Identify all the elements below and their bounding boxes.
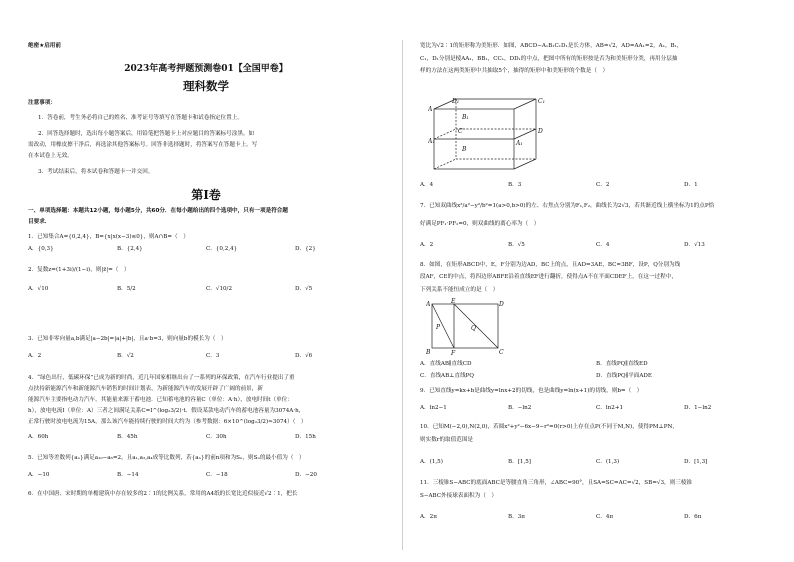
question-1-stem: 1．已知集合A={0,2,4}，B={x|x(x−3)≤0}，则A∩B=（ ） xyxy=(28,234,189,240)
section-intro: 目要求． xyxy=(28,219,51,225)
notice-item: 在本试卷上无效。 xyxy=(28,153,73,159)
question-10-stem-line: 则实数r的取值范围是 xyxy=(420,437,474,443)
option-b: B．−ln2 xyxy=(508,405,532,411)
question-10-stem-line: 10．已知M(−2,0),N(2,0)，若圆x²+y²−6x−9−r²=0(r>0)上存在点P(不同于M,N)，使得PM⊥PN， xyxy=(420,424,679,430)
section-intro: 一、单项选择题：本题共12小题，每小题5分，共60分．在每小题给出的四个选项中，只有一项是符合题 xyxy=(28,208,288,214)
label-B1: B₁ xyxy=(462,114,469,121)
cuboid-figure xyxy=(428,95,548,175)
question-6-stem-line: 样的方法在这两类矩形中共抽取5个，抽得的矩形中和美矩形的个数是（ ） xyxy=(420,68,609,74)
option-d: D．1−ln2 xyxy=(684,405,712,411)
question-6-stem-line: 6．在中国唐、宋时期的单檐建筑中存在较多的2∶1的比例关系，常用的A4纸的长宽比近似接近√2∶1，把长 xyxy=(28,491,298,497)
question-6-stem-line: C₁，D₁分别是棱AA₁，BB₁，CC₁，DD₁的中点，把图中所有的矩形按是否为和美矩形分类，再用分层抽 xyxy=(420,56,678,62)
option-c: C．直线AB⊥直线PQ xyxy=(420,373,475,379)
question-7-stem-line: 7．已知双曲线x²/a²−y²/b²=1(a>0,b>0)的左、右焦点分别为F₁,F₂，曲线长为2√3，若其渐近线上横坐标为1的点P恰 xyxy=(420,203,715,209)
option-c: C．{0,2,4} xyxy=(206,246,238,252)
option-a: A．直线AB∥直线CD xyxy=(420,361,472,367)
exam-subject: 理科数学 xyxy=(183,79,229,93)
label-C: C xyxy=(458,128,463,135)
option-d: D．直线PQ∥平面ADE xyxy=(596,373,652,379)
question-5-stem: 5．已知等差数列{aₙ}满足a₁₀−a₆=2，且a₁,a₃,a₄成等比数列，若{aₙ}的前n项和为Sₙ，则Sₙ的最小值为（ ） xyxy=(28,455,305,461)
option-c: C．30h xyxy=(206,434,227,440)
option-b: B．−14 xyxy=(117,472,139,478)
label-A1: A₁ xyxy=(428,138,435,145)
cuboid-edge xyxy=(514,99,536,109)
question-4-stem-line: 点扶持新能源汽车和新能源汽车销售的时间计划表，为新能源汽车的发展开辟了广阔的前景，新 xyxy=(28,386,263,392)
question-6-stem-line: 宽比为√2∶1的矩形称为美矩形．如图，ABCD−A₁B₁C₁D₁是长方体，AB=√2，AD=AA₁=2，A₁，B₁， xyxy=(420,43,683,49)
option-d: D．[1,3] xyxy=(684,459,708,465)
label-B: B xyxy=(462,146,467,153)
option-a: A．{0,3} xyxy=(28,246,54,252)
option-a: A．−10 xyxy=(28,472,50,478)
option-a: A．60h xyxy=(28,434,49,440)
notice-heading: 注意事项： xyxy=(28,100,56,106)
rectangle-figure xyxy=(426,298,506,356)
option-b: B．3 xyxy=(508,182,522,188)
option-c: C．4 xyxy=(596,242,610,248)
option-a: A．ln2−1 xyxy=(420,405,447,411)
question-4-stem-line: h），放电电流I（单位：A）三者之间满足关系C=I^(log₂3/2)·t．假设某款电动汽车的蓄电池容量为3074A·h， xyxy=(28,408,305,414)
option-d: D．6π xyxy=(684,514,702,520)
question-2-stem: 2．复数z=(1+3i)/(1−i)，则|z̄|=（ ） xyxy=(28,267,130,273)
option-a: A．4 xyxy=(420,182,434,188)
option-d: D．15h xyxy=(295,434,316,440)
option-d: D．−20 xyxy=(295,472,317,478)
label-A: A xyxy=(426,301,431,308)
notice-item: 1．答卷前，考生务必将自己的姓名、准考证号等填写在答题卡和试卷指定位置上。 xyxy=(38,115,243,121)
question-8-stem-line: 下列关系不能恒成立的是（ ） xyxy=(420,287,499,293)
question-4-stem-line: 正常行驶时放电电流为15A，那么该汽车能持续行驶的时间大约为（参考数据：6×10^(log₂3/2)≈3074）（ ） xyxy=(28,419,307,425)
label-A: A xyxy=(428,106,433,113)
notice-item: 3．考试结束后，将本试卷和答题卡一并交回。 xyxy=(38,169,154,175)
option-c: C．√10/2 xyxy=(206,286,232,292)
label-D: D xyxy=(499,301,504,308)
column-divider xyxy=(402,40,403,550)
option-a: A．2 xyxy=(420,242,434,248)
option-b: B．45h xyxy=(117,434,138,440)
label-Q: Q xyxy=(471,325,476,332)
option-b: B．5/2 xyxy=(117,286,136,292)
option-c: C．4π xyxy=(596,514,614,520)
label-E: E xyxy=(451,298,456,305)
option-d: D．√13 xyxy=(684,242,705,248)
option-c: C．(1,3) xyxy=(596,459,620,465)
cuboid-hidden-mid xyxy=(434,129,456,139)
option-b: B．[1,5] xyxy=(508,459,531,465)
question-9-stem: 9．已知直线y=kx+b是曲线y=lnx+2的切线，也是曲线y=ln(x+1)的切线，则b=（ ） xyxy=(420,388,643,394)
question-8-stem-line: 8．如图，在矩形ABCD中，E，F分别为边AD，BC上的点，且AD=3AE，BC=3BF，设P，Q分别为线 xyxy=(420,262,681,268)
option-a: A．(1,5) xyxy=(420,459,443,465)
option-b: B．3π xyxy=(508,514,525,520)
question-4-stem-line: 能源汽车主要指电动力汽车，其能量来源于蓄电池．已知蓄电池的容量C（单位：A·h），放电时间t（单位： xyxy=(28,397,293,403)
option-d: D．{2} xyxy=(295,246,316,252)
label-B: B xyxy=(426,349,431,356)
option-d: D．√6 xyxy=(295,353,313,359)
question-11-stem-line: 11．三棱锥S−ABC的底面ABC是等腰直角三角形，∠ABC=90°，且SA=SC=AC=√2，SB=√3，则三棱锥 xyxy=(420,480,693,486)
option-a: A．2 xyxy=(28,353,42,359)
label-F: F xyxy=(451,350,456,356)
question-4-stem-line: 4．“绿色出行，低碳环保”已成为新的时尚，近几年国家相继出台了一系列的环保政策，在汽车行业提出了重 xyxy=(28,375,295,381)
cuboid-hidden-edge xyxy=(434,159,456,169)
label-P: P xyxy=(436,324,441,331)
segment-ec xyxy=(454,304,498,348)
notice-item: 需改动，用橡皮擦干净后，再选涂其他答案标号。回答非选择题时，将答案写在答题卡上。写 xyxy=(28,142,258,148)
option-a: A．√10 xyxy=(28,286,49,292)
option-b: B．直线PQ∥直线ED xyxy=(596,361,648,367)
label-D1: D₁ xyxy=(452,98,460,105)
option-b: B．{2,4} xyxy=(117,246,143,252)
option-a: A．2π xyxy=(420,514,437,520)
notice-item: 2．回答选择题时，选出每小题答案后，用铅笔把答题卡上对应题目的答案标号涂黑。如 xyxy=(38,131,255,137)
label-A1b: A₁ xyxy=(516,140,523,147)
option-b: B．√2 xyxy=(117,353,134,359)
exam-title: 2023年高考押题预测卷01【全国甲卷】 xyxy=(124,64,288,74)
option-d: D．√5 xyxy=(295,286,313,292)
option-c: C．3 xyxy=(206,353,220,359)
label-D: D xyxy=(538,128,543,135)
question-7-stem-line: 好满足PF₁·PF₂=0，则双曲线的离心率为（ ） xyxy=(420,221,540,227)
option-d: D．1 xyxy=(684,182,698,188)
question-11-stem-line: S−ABC外接球表面积为（ ） xyxy=(420,493,497,499)
cuboid-edge xyxy=(514,159,536,169)
cuboid-mid-line xyxy=(514,129,536,139)
option-c: C．ln2+1 xyxy=(596,405,624,411)
label-C1: C₁ xyxy=(538,98,545,105)
option-c: C．2 xyxy=(596,182,610,188)
option-c: C．−18 xyxy=(206,472,228,478)
secret-label: 绝密★启用前 xyxy=(28,43,61,49)
part-title: 第Ⅰ卷 xyxy=(191,188,221,202)
rectangle-abcd xyxy=(432,304,498,348)
label-C: C xyxy=(499,349,504,356)
question-3-stem: 3．已知非零向量a,b满足|a−2b|=|a|+|b|，且a·b=3，则向量b的模长为（ ） xyxy=(28,336,227,342)
question-8-stem-line: 段AF，CE的中点，将四边形ABFE沿着直线EF进行翻折，使得点A不在平面CDEF上，在这一过程中， xyxy=(420,274,677,280)
option-b: B．√5 xyxy=(508,242,525,248)
